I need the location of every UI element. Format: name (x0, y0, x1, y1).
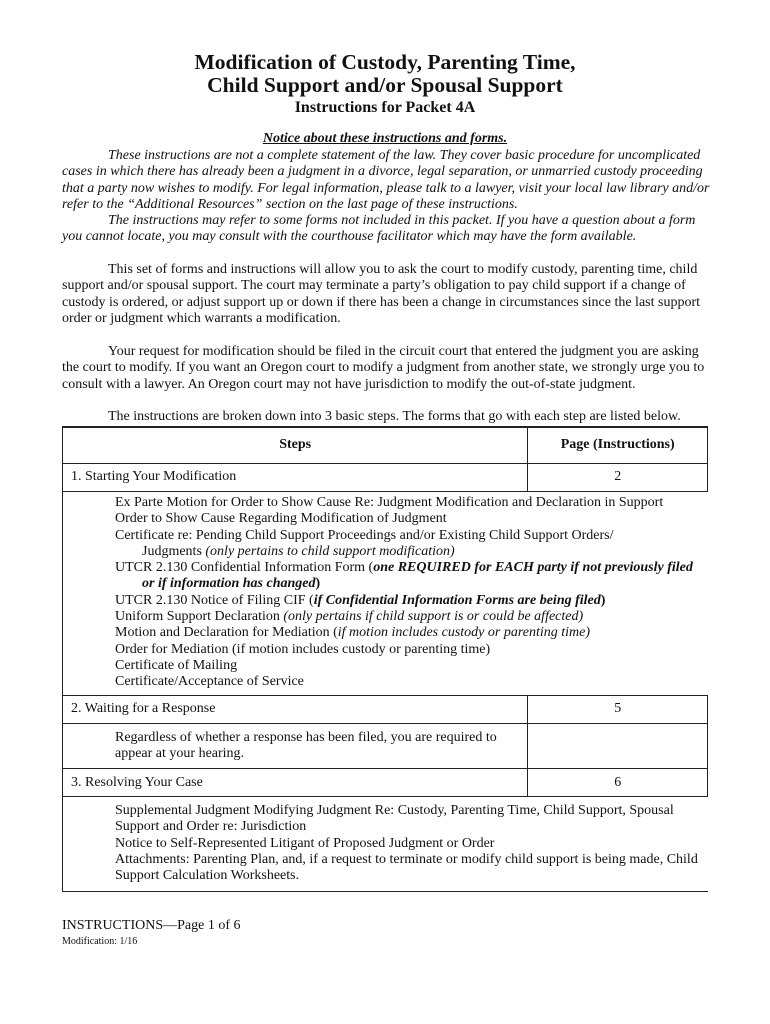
notice-paragraph-1: These instructions are not a complete statement of the law. They cover basic procedure for uncomplicated cases in which there has already been a judgment in a divorce, legal separation, or unmarried custody proceeding that a party now wishes to modify. For legal information, please talk to a lawyer, visit your local law library and/or refer to the “Additional Resources” section on the last page of these instructions. (62, 148, 710, 212)
table-row-step-2 (63, 695, 708, 723)
table-row-step-1-forms (63, 492, 708, 696)
form-item: Order for Mediation (if motion includes custody or parenting time) (115, 641, 491, 657)
title-line-2: Child Support and/or Spousal Support (207, 73, 563, 97)
form-item: Attachments: Parenting Plan, and, if a request to terminate or modify child support is being made, Child (115, 852, 698, 868)
table-row-step-3 (63, 769, 708, 797)
table-row-step-2-note (63, 723, 708, 769)
step-3-forms-list (63, 797, 708, 891)
form-item-continued (115, 576, 708, 592)
footer-page-label: INSTRUCTIONS—Page 1 of 6 (62, 918, 241, 933)
form-text: Motion and Declaration for Mediation ( (115, 625, 338, 641)
table-row-step-3-forms (63, 797, 708, 891)
form-item-continued (115, 544, 708, 560)
header-page: Page (Instructions) (528, 427, 708, 464)
subtitle: Instructions for Packet 4A (294, 99, 476, 116)
form-item (115, 560, 708, 576)
form-note-bold: one REQUIRED for EACH party if not previously filed (373, 560, 693, 576)
step-1-label: 1. Starting Your Modification (63, 464, 528, 492)
form-item-continued: Support and Order re: Jurisdiction (115, 819, 307, 835)
form-text: ) (315, 576, 321, 592)
header-steps: Steps (63, 427, 528, 464)
body-paragraph-3 (62, 409, 718, 425)
step-1-forms-list (63, 492, 708, 696)
form-item: Certificate re: Pending Child Support Proceedings and/or Existing Child Support Orders/ (115, 527, 614, 543)
form-text: UTCR 2.130 Confidential Information Form ( (115, 560, 374, 576)
form-note: if motion includes custody or parenting time) (337, 625, 591, 641)
notice-paragraph-2: The instructions may refer to some forms not included in this packet. If you have a question about a form you cannot locate, you may consult with the courthouse facilitator which may have the form available. (62, 213, 696, 245)
body-paragraph-2-text: Your request for modification should be filed in the circuit court that entered the judgment you are asking the court to modify. If you want an Oregon court to modify a judgment from another state, we strongly urge you to consult with a lawyer. An Oregon court may not have jurisdiction to modify the out-of-state judgment. (62, 344, 705, 392)
step-2-note-line-1: Regardless of whether a response has been filed, you are required to (115, 729, 497, 745)
form-item: Order to Show Cause Regarding Modification of Judgment (115, 511, 447, 527)
body-paragraph-2 (62, 344, 718, 393)
form-text: Judgments (142, 543, 206, 559)
steps-table (62, 426, 708, 892)
body-paragraph-1-text: This set of forms and instructions will allow you to ask the court to modify custody, parenting time, child support and/or spousal support. The court may terminate a party’s obligation to pay child support if a change of custody is ordered, or adjust support up or down if there has been a change in circumstances since the last support order or judgment which warrants a modification. (62, 262, 700, 326)
body-paragraph-1 (62, 262, 718, 327)
body-paragraph-3-text: The instructions are broken down into 3 basic steps. The forms that go with each step are listed below. (108, 409, 681, 424)
step-2-label: 2. Waiting for a Response (63, 695, 528, 723)
footer-revision: Modification: 1/16 (62, 936, 138, 947)
form-item: Notice to Self-Represented Litigant of Proposed Judgment or Order (115, 835, 495, 851)
title-line-1: Modification of Custody, Parenting Time, (194, 50, 576, 74)
form-item: Certificate/Acceptance of Service (115, 674, 304, 690)
form-item: Certificate of Mailing (115, 657, 238, 673)
step-1-page: 2 (528, 464, 708, 492)
form-note: (only pertains to child support modification) (205, 543, 455, 559)
step-3-label: 3. Resolving Your Case (63, 769, 528, 797)
form-item: Supplemental Judgment Modifying Judgment Re: Custody, Parenting Time, Child Support, Spousal (115, 803, 674, 819)
form-item (115, 625, 708, 641)
form-note-bold: or if information has changed (142, 576, 316, 592)
form-item (115, 609, 708, 625)
step-2-note-line-2: appear at your hearing. (115, 745, 245, 761)
step-2-empty-cell (528, 723, 708, 769)
notice-heading: Notice about these instructions and forms. (262, 131, 508, 146)
form-item-continued: Support Calculation Worksheets. (115, 868, 300, 884)
step-3-page: 6 (528, 769, 708, 797)
table-header-row (63, 427, 708, 464)
form-note-bold: if Confidential Information Forms are being filed (313, 592, 601, 608)
form-item: Ex Parte Motion for Order to Show Cause Re: Judgment Modification and Declaration in Support (115, 495, 664, 510)
step-2-page: 5 (528, 695, 708, 723)
form-text: Uniform Support Declaration (115, 609, 284, 625)
table-row-step-1 (63, 464, 708, 492)
notice-text (62, 148, 718, 246)
step-2-note-cell (63, 723, 528, 769)
form-note: (only pertains if child support is or could be affected) (283, 609, 584, 625)
form-item (115, 593, 708, 609)
form-text: UTCR 2.130 Notice of Filing CIF ( (115, 592, 314, 608)
form-text: ) (600, 592, 606, 608)
